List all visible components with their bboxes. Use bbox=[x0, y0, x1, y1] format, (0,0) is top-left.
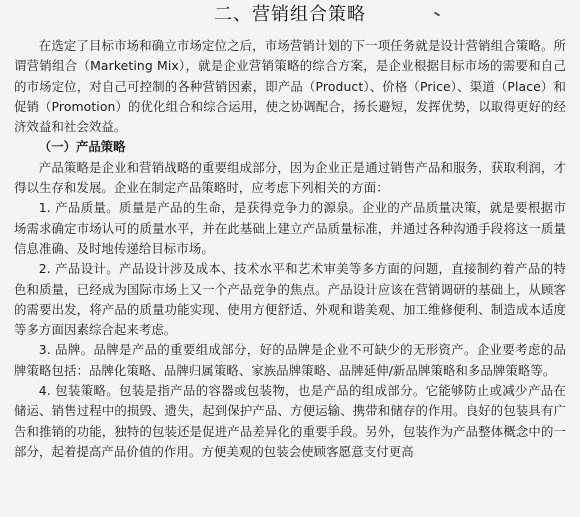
item-packaging: 4. 包装策略。包装是指产品的容器或包装物，也是产品的组成部分。它能够防止或减少产品在储运、销售过程中的损毁、遗失，起到保护产品、方便运输、携带和储存的作用。良好的包装具有广告和推销的功能，独特的包装还是促进产品差异化的重要手段。另外，包装作为产品整体概念中的一部分，起着提高产品价值的作用。方便美观的包装会使顾客愿意支付更高 bbox=[14, 383, 566, 459]
item-product-quality: 1. 产品质量。质量是产品的生命，是获得竞争力的源泉。企业的产品质量决策，就是要根据市场需求确定市场认可的质量水平，并在此基础上建立产品质量标准，并通过各种沟通手段将这一质量信息准确、及时地传递给目标市场。 bbox=[14, 200, 566, 256]
section-title: 二、营销组合策略 bbox=[214, 4, 366, 25]
subsection-title: （一）产品策略 bbox=[38, 139, 126, 155]
item-product-design: 2. 产品设计。产品设计涉及成本、技术水平和艺术审美等多方面的问题，直接制约着产品的特色和质量，已经成为国际市场上又一个产品竞争的焦点。产品设计应该在营销调研的基础上，从顾客的需要出发，将产品的质量功能实现、使用方便舒适、外观和谐美观、加工维修便利、制造成本适度等多方面因素综合起来考虑。 bbox=[14, 261, 566, 338]
product-intro-paragraph: 产品策略是企业和营销战略的重要组成部分，因为企业正是通过销售产品和服务，获取利润，才得以生存和发展。企业在制定产品策略时，应考虑下列相关的方面： bbox=[14, 159, 566, 196]
item-brand: 3. 品牌。品牌是产品的重要组成部分，好的品牌是企业不可缺少的无形资产。企业要考虑的品牌策略包括：品牌化策略、品牌归属策略、家族品牌策略、品牌延伸/新品牌策略和多品牌策略等。 bbox=[14, 342, 566, 378]
intro-paragraph: 在选定了目标市场和确立市场定位之后，市场营销计划的下一项任务就是设计营销组合策略。所谓营销组合（Marketing Mix），就是企业营销策略的综合方案，是企业根据目标市场的需要和自己的市场定位，对自己可控制的各种营销因素，即产品（Product）、价格（Price）、渠道（Place）和促销（Promotion）的优化组合和综合运用，使之协调配合，扬长避短，发挥优势，以取得更好的经济效益和社会效益。 bbox=[14, 38, 566, 135]
